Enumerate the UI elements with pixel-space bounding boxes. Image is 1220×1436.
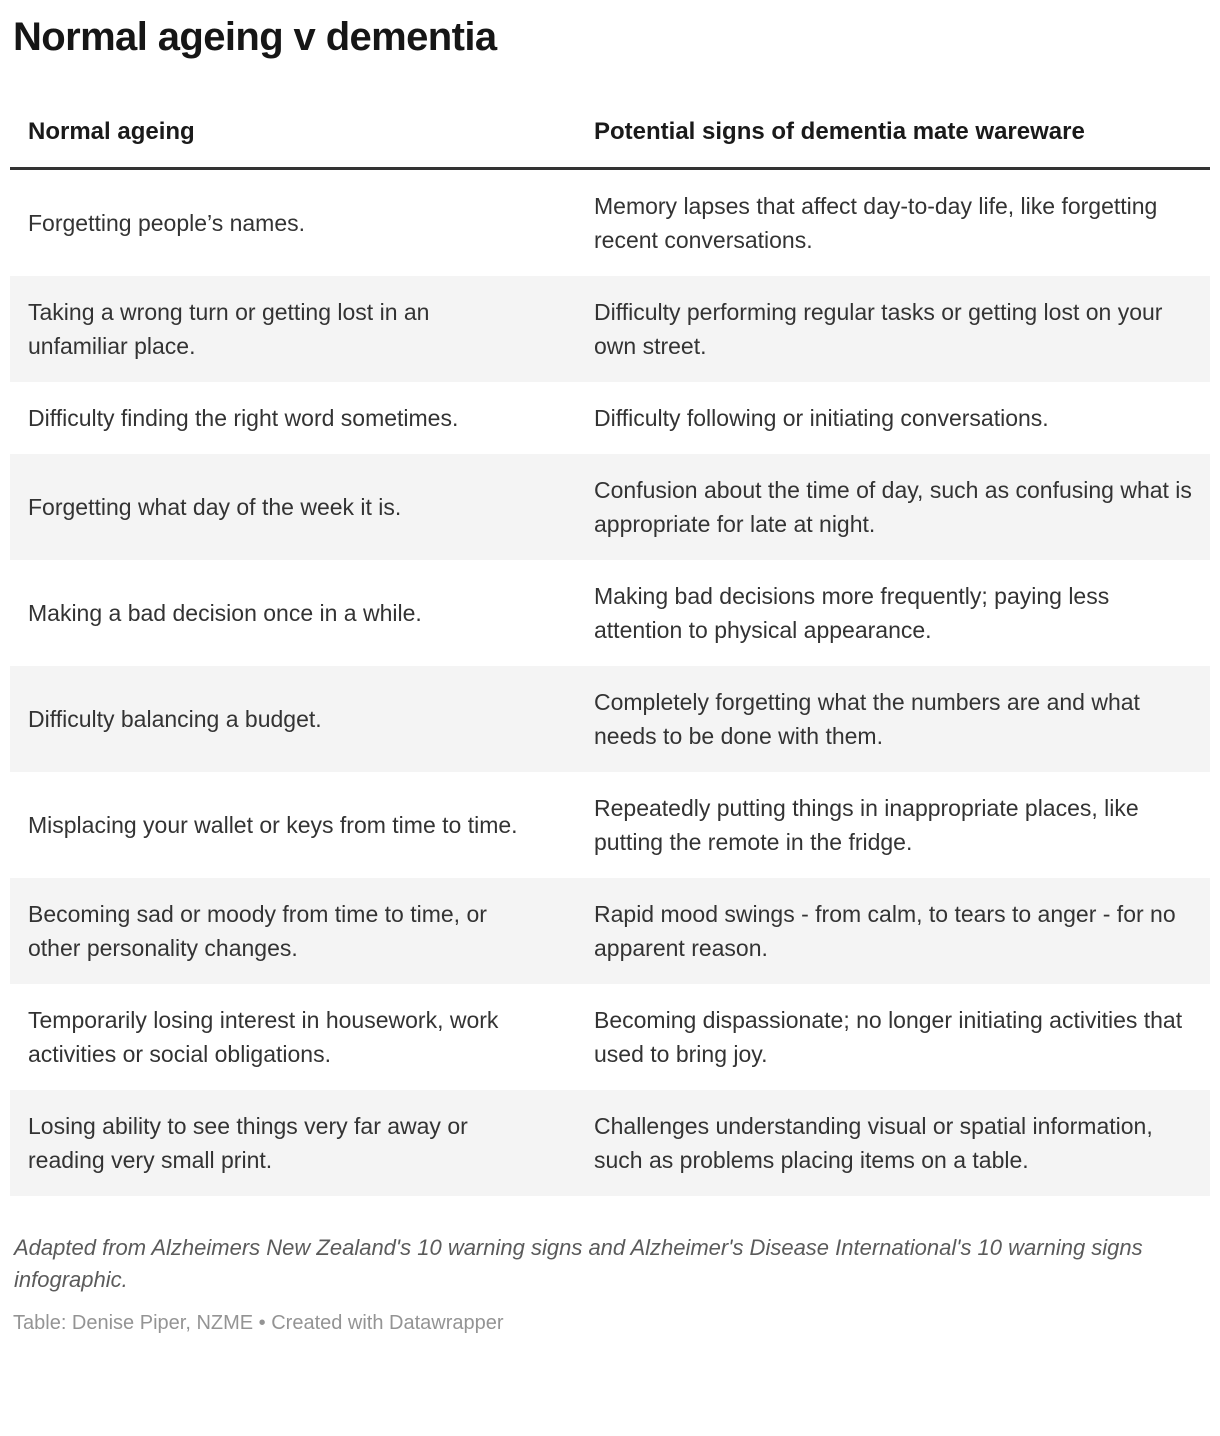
cell-dementia-sign: Difficulty performing regular tasks or getting lost on your own street. xyxy=(576,276,1210,382)
cell-dementia-sign: Making bad decisions more frequently; paying less attention to physical appearance. xyxy=(594,583,1110,643)
table-row xyxy=(10,169,1210,277)
table-row xyxy=(10,1090,1210,1196)
header-row xyxy=(10,118,1210,169)
cell-normal-ageing: Forgetting people’s names. xyxy=(28,210,306,236)
cell-normal-ageing: Difficulty finding the right word sometimes. xyxy=(28,405,459,431)
table-row xyxy=(10,382,1210,454)
cell-normal-ageing: Difficulty balancing a budget. xyxy=(10,666,576,772)
table-row xyxy=(10,666,1210,772)
cell-normal-ageing: Temporarily losing interest in housework, work activities or social obligations. xyxy=(28,1007,499,1067)
cell-dementia-sign: Difficulty following or initiating conversations. xyxy=(594,405,1049,431)
comparison-table xyxy=(10,118,1210,1196)
cell-normal-ageing: Losing ability to see things very far away or reading very small print. xyxy=(10,1090,576,1196)
cell-dementia-sign: Repeatedly putting things in inappropriate places, like putting the remote in the fridge. xyxy=(594,795,1139,855)
cell-normal-ageing: Making a bad decision once in a while. xyxy=(28,600,422,626)
table-row xyxy=(10,276,1210,382)
table-row xyxy=(10,984,1210,1090)
cell-dementia-sign: Completely forgetting what the numbers are and what needs to be done with them. xyxy=(576,666,1210,772)
cell-dementia-sign: Rapid mood swings - from calm, to tears to anger - for no apparent reason. xyxy=(576,878,1210,984)
table-row xyxy=(10,454,1210,560)
page-title: Normal ageing v dementia xyxy=(13,15,497,59)
cell-dementia-sign: Memory lapses that affect day-to-day life, like forgetting recent conversations. xyxy=(594,193,1158,253)
column-header-normal-ageing: Normal ageing xyxy=(10,118,576,169)
cell-dementia-sign: Becoming dispassionate; no longer initiating activities that used to bring joy. xyxy=(594,1007,1183,1067)
table-row xyxy=(10,772,1210,878)
cell-normal-ageing: Becoming sad or moody from time to time, or other personality changes. xyxy=(10,878,576,984)
cell-dementia-sign: Challenges understanding visual or spatial information, such as problems placing items on a table. xyxy=(576,1090,1210,1196)
cell-normal-ageing: Taking a wrong turn or getting lost in an unfamiliar place. xyxy=(10,276,576,382)
column-header-dementia-signs: Potential signs of dementia mate wareware xyxy=(576,118,1210,169)
byline: Table: Denise Piper, NZME • Created with Datawrapper xyxy=(13,1312,504,1334)
table-row xyxy=(10,878,1210,984)
cell-normal-ageing: Forgetting what day of the week it is. xyxy=(10,454,576,560)
cell-normal-ageing: Misplacing your wallet or keys from time to time. xyxy=(28,812,518,838)
cell-dementia-sign: Confusion about the time of day, such as confusing what is appropriate for late at night. xyxy=(576,454,1210,560)
table-row xyxy=(10,560,1210,666)
source-note: Adapted from Alzheimers New Zealand's 10 warning signs and Alzheimer's Disease International's 10 warning signs infographic. xyxy=(14,1235,1143,1292)
